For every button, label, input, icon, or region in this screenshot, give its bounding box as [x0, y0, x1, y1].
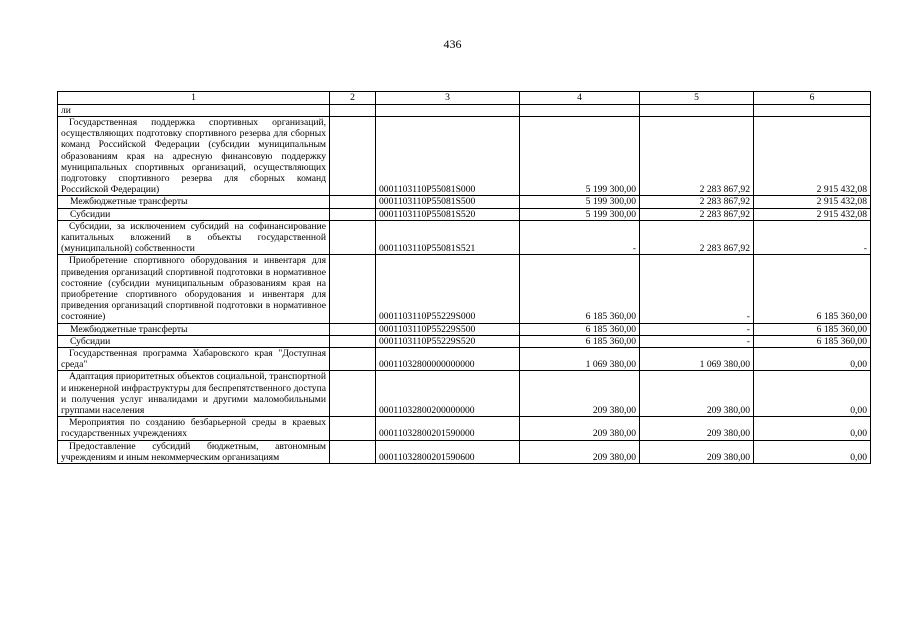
row-value-5: - [640, 323, 754, 335]
row-value-4: 5 199 300,00 [520, 117, 640, 196]
row-value-5: 209 380,00 [640, 440, 754, 463]
table-row [58, 335, 871, 347]
row-name: Мероприятия по созданию безбарьерной среды в краевых государственных учреждениях [58, 417, 330, 440]
column-header-3: 3 [376, 92, 520, 105]
row-value-4: 5 199 300,00 [520, 208, 640, 220]
table-row [58, 208, 871, 220]
row-code: 00011032800200000000 [376, 371, 520, 417]
row-name: Приобретение спортивного оборудования и инвентаря для приведения организаций спортивной подготовки в нормативное состояние (субсидии муниципальным образованиям края на приобретение спортивного оборудования и инвентаря для приведения организаций спортивной подготовки в нормативное состояние) [58, 255, 330, 323]
row-name: Адаптация приоритетных объектов социальной, транспортной и инженерной инфраструктуры для беспрепятственного доступа и получения услуг инвалидами и другими маломобильными группами населения [58, 371, 330, 417]
row-value-4: 5 199 300,00 [520, 196, 640, 208]
row-col2 [330, 371, 376, 417]
column-header-2: 2 [330, 92, 376, 105]
row-code: 0001103110P55229S500 [376, 323, 520, 335]
row-col2 [330, 117, 376, 196]
row-col2 [330, 105, 376, 117]
row-code: 0001103110P55081S500 [376, 196, 520, 208]
row-value-4: 6 185 360,00 [520, 255, 640, 323]
row-name: Предоставление субсидий бюджетным, автономным учреждениям и иным некоммерческим организациям [58, 440, 330, 463]
row-value-6: 2 915 432,08 [754, 208, 871, 220]
row-value-6 [754, 105, 871, 117]
row-name: Субсидии [58, 208, 330, 220]
header-row [58, 92, 871, 105]
row-value-6: 2 915 432,08 [754, 117, 871, 196]
row-value-4: 1 069 380,00 [520, 348, 640, 371]
row-value-6: 0,00 [754, 348, 871, 371]
row-col2 [330, 196, 376, 208]
row-value-6: 0,00 [754, 417, 871, 440]
row-col2 [330, 348, 376, 371]
row-value-6: 0,00 [754, 440, 871, 463]
row-code: 0001103110P55081S520 [376, 208, 520, 220]
row-code: 0001103110P55081S521 [376, 220, 520, 255]
table-row [58, 220, 871, 255]
row-value-5: 209 380,00 [640, 371, 754, 417]
row-value-4: 209 380,00 [520, 417, 640, 440]
row-code: 00011032800201590000 [376, 417, 520, 440]
row-code: 0001103110P55229S000 [376, 255, 520, 323]
row-value-4: 209 380,00 [520, 371, 640, 417]
table-row [58, 348, 871, 371]
column-header-4: 4 [520, 92, 640, 105]
table-row [58, 255, 871, 323]
row-code [376, 105, 520, 117]
row-value-6: 6 185 360,00 [754, 323, 871, 335]
row-name: ли [58, 105, 330, 117]
row-col2 [330, 417, 376, 440]
row-value-5: - [640, 255, 754, 323]
row-col2 [330, 208, 376, 220]
row-col2 [330, 440, 376, 463]
row-value-5 [640, 105, 754, 117]
table-row [58, 117, 871, 196]
column-header-1: 1 [58, 92, 330, 105]
row-value-6: 6 185 360,00 [754, 335, 871, 347]
row-value-4: - [520, 220, 640, 255]
row-col2 [330, 335, 376, 347]
row-name: Государственная программа Хабаровского края "Доступная среда" [58, 348, 330, 371]
table-row [58, 371, 871, 417]
table-row [58, 323, 871, 335]
row-name: Субсидии, за исключением субсидий на софинансирование капитальных вложений в объекты государственной (муниципальной) собственности [58, 220, 330, 255]
budget-table [57, 91, 871, 464]
row-col2 [330, 220, 376, 255]
row-value-5: 209 380,00 [640, 417, 754, 440]
row-name: Государственная поддержка спортивных организаций, осуществляющих подготовку спортивного резерва для сборных команд Российской Федерации (субсидии муниципальным образованиям края на адресную финансовую поддержку муниципальных спортивных организаций, осуществляющих подготовку спортивного резерва для сборных команд Российской Федерации) [58, 117, 330, 196]
table-row [58, 417, 871, 440]
row-value-6: - [754, 220, 871, 255]
row-value-5: 2 283 867,92 [640, 220, 754, 255]
column-header-5: 5 [640, 92, 754, 105]
row-value-4: 6 185 360,00 [520, 323, 640, 335]
row-col2 [330, 323, 376, 335]
table-row [58, 196, 871, 208]
table-row [58, 105, 871, 117]
page-number: 436 [443, 37, 462, 51]
row-col2 [330, 255, 376, 323]
row-value-5: 1 069 380,00 [640, 348, 754, 371]
row-value-4: 209 380,00 [520, 440, 640, 463]
table-row [58, 440, 871, 463]
row-name: Межбюджетные трансферты [58, 323, 330, 335]
row-code: 0001103110P55229S520 [376, 335, 520, 347]
row-name: Субсидии [58, 335, 330, 347]
row-value-5: - [640, 335, 754, 347]
row-value-5: 2 283 867,92 [640, 117, 754, 196]
column-header-6: 6 [754, 92, 871, 105]
row-value-6: 6 185 360,00 [754, 255, 871, 323]
row-value-4 [520, 105, 640, 117]
row-name: Межбюджетные трансферты [58, 196, 330, 208]
row-code: 0001103110P55081S000 [376, 117, 520, 196]
row-code: 00011032800201590600 [376, 440, 520, 463]
row-value-6: 0,00 [754, 371, 871, 417]
row-value-6: 2 915 432,08 [754, 196, 871, 208]
row-value-5: 2 283 867,92 [640, 208, 754, 220]
row-value-5: 2 283 867,92 [640, 196, 754, 208]
row-value-4: 6 185 360,00 [520, 335, 640, 347]
row-code: 00011032800000000000 [376, 348, 520, 371]
